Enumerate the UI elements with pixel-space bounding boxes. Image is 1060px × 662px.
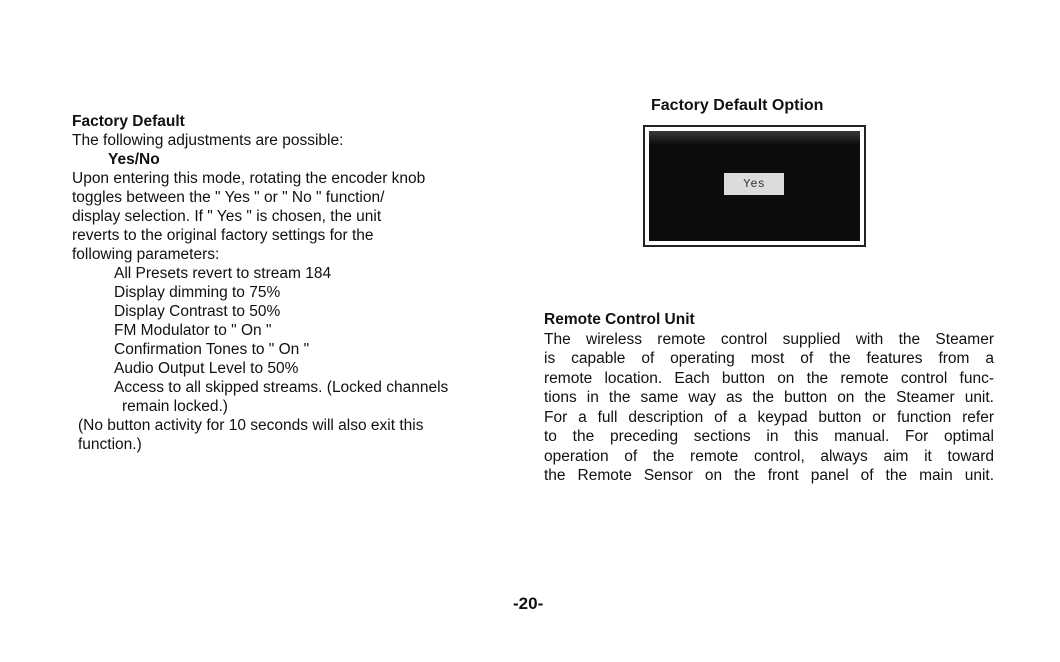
figure-title: Factory Default Option	[651, 97, 824, 114]
paragraph-line: tions in the same way as the button on the Steamer unit.	[544, 389, 994, 406]
paragraph-line: is capable of operating most of the features from a	[544, 350, 994, 367]
remote-control-heading: Remote Control Unit	[544, 311, 695, 328]
page-number: -20-	[513, 594, 544, 613]
param-item: Audio Output Level to 50%	[114, 360, 299, 377]
paragraph-line: display selection. If " Yes " is chosen, the unit	[72, 208, 382, 225]
paragraph-line: reverts to the original factory settings for the	[72, 227, 374, 244]
paragraph-line: Upon entering this mode, rotating the encoder knob	[72, 170, 426, 187]
param-item: All Presets revert to stream 184	[114, 265, 332, 282]
paragraph-line: the Remote Sensor on the front panel of the main unit.	[544, 467, 994, 484]
note-line: function.)	[78, 436, 142, 453]
paragraph-line: The wireless remote control supplied with the Steamer	[544, 330, 994, 348]
factory-default-heading: Factory Default	[72, 113, 185, 130]
paragraph-line: toggles between the " Yes " or " No " function/	[72, 189, 385, 206]
param-item: Access to all skipped streams. (Locked channels	[114, 379, 449, 396]
paragraph-line: operation of the remote control, always aim it toward	[544, 447, 994, 465]
screen-glare	[649, 131, 860, 145]
param-item: Display dimming to 75%	[114, 284, 281, 301]
note-line: (No button activity for 10 seconds will also exit this	[78, 417, 424, 434]
option-text: Yes/No	[108, 151, 160, 168]
remote-control-section	[544, 310, 994, 486]
display-screen-figure	[643, 125, 866, 247]
display-screen	[649, 131, 860, 241]
factory-default-section	[72, 112, 542, 454]
paragraph-line: For a full description of a keypad button or function refer	[544, 408, 994, 426]
intro-text: The following adjustments are possible:	[72, 132, 344, 149]
paragraph-line: following parameters:	[72, 246, 220, 263]
param-item: FM Modulator to " On "	[114, 322, 272, 339]
param-item: Confirmation Tones to " On "	[114, 341, 310, 358]
paragraph-line: to the preceding sections in this manual. For optimal	[544, 428, 994, 445]
paragraph-line: remote location. Each button on the remote control func-	[544, 369, 994, 387]
param-item: Display Contrast to 50%	[114, 303, 281, 320]
screen-selection-text: Yes	[724, 173, 784, 195]
param-continuation: remain locked.)	[122, 398, 228, 415]
